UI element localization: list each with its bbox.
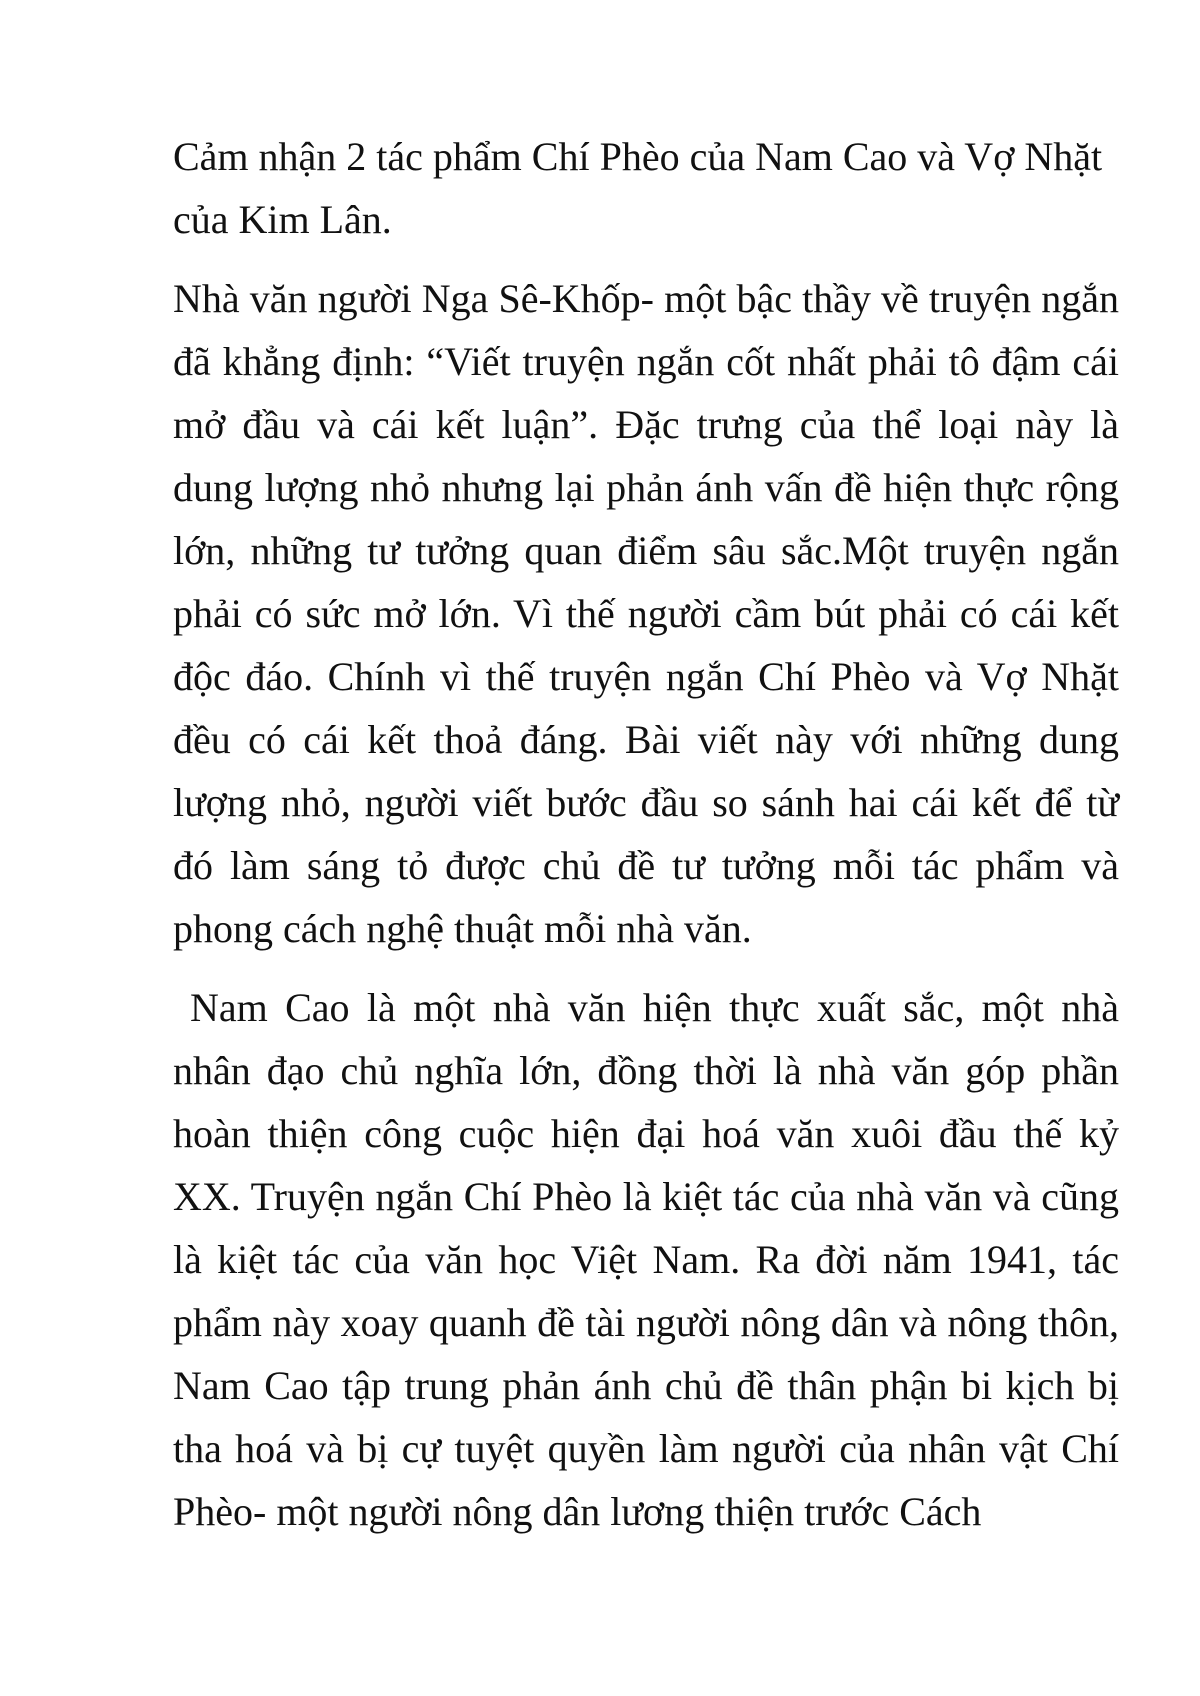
paragraph-2: Nam Cao là một nhà văn hiện thực xuất sắc, một nhà nhân đạo chủ nghĩa lớn, đồng thời là nhà văn góp phần hoàn thiện công cuộc hiện đại hoá văn xuôi đầu thế kỷ XX. Truyện ngắn Chí Phèo là kiệt tác của nhà văn và cũng là kiệt tác của văn học Việt Nam. Ra đời năm 1941, tác phẩm này xoay quanh đề tài người nông dân và nông thôn, Nam Cao tập trung phản ánh chủ đề thân phận bi kịch bị tha hoá và bị cự tuyệt quyền làm người của nhân vật Chí Phèo- một người nông dân lương thiện trước Cách	[173, 985, 1119, 1534]
document-title: Cảm nhận 2 tác phẩm Chí Phèo của Nam Cao và Vợ Nhặt của Kim Lân.	[173, 134, 1103, 242]
document-page	[173, 125, 1119, 1559]
paragraph-1: Nhà văn người Nga Sê-Khốp- một bậc thầy về truyện ngắn đã khẳng định: “Viết truyện ngắn cốt nhất phải tô đậm cái mở đầu và cái kết luận”. Đặc trưng của thể loại này là dung lượng nhỏ nhưng lại phản ánh vấn đề hiện thực rộng lớn, những tư tưởng quan điểm sâu sắc.Một truyện ngắn phải có sức mở lớn. Vì thế người cầm bút phải có cái kết độc đáo. Chính vì thế truyện ngắn Chí Phèo và Vợ Nhặt đều có cái kết thoả đáng. Bài viết này với những dung lượng nhỏ, người viết bước đầu so sánh hai cái kết để từ đó làm sáng tỏ được chủ đề tư tưởng mỗi tác phẩm và phong cách nghệ thuật mỗi nhà văn.	[173, 276, 1119, 951]
